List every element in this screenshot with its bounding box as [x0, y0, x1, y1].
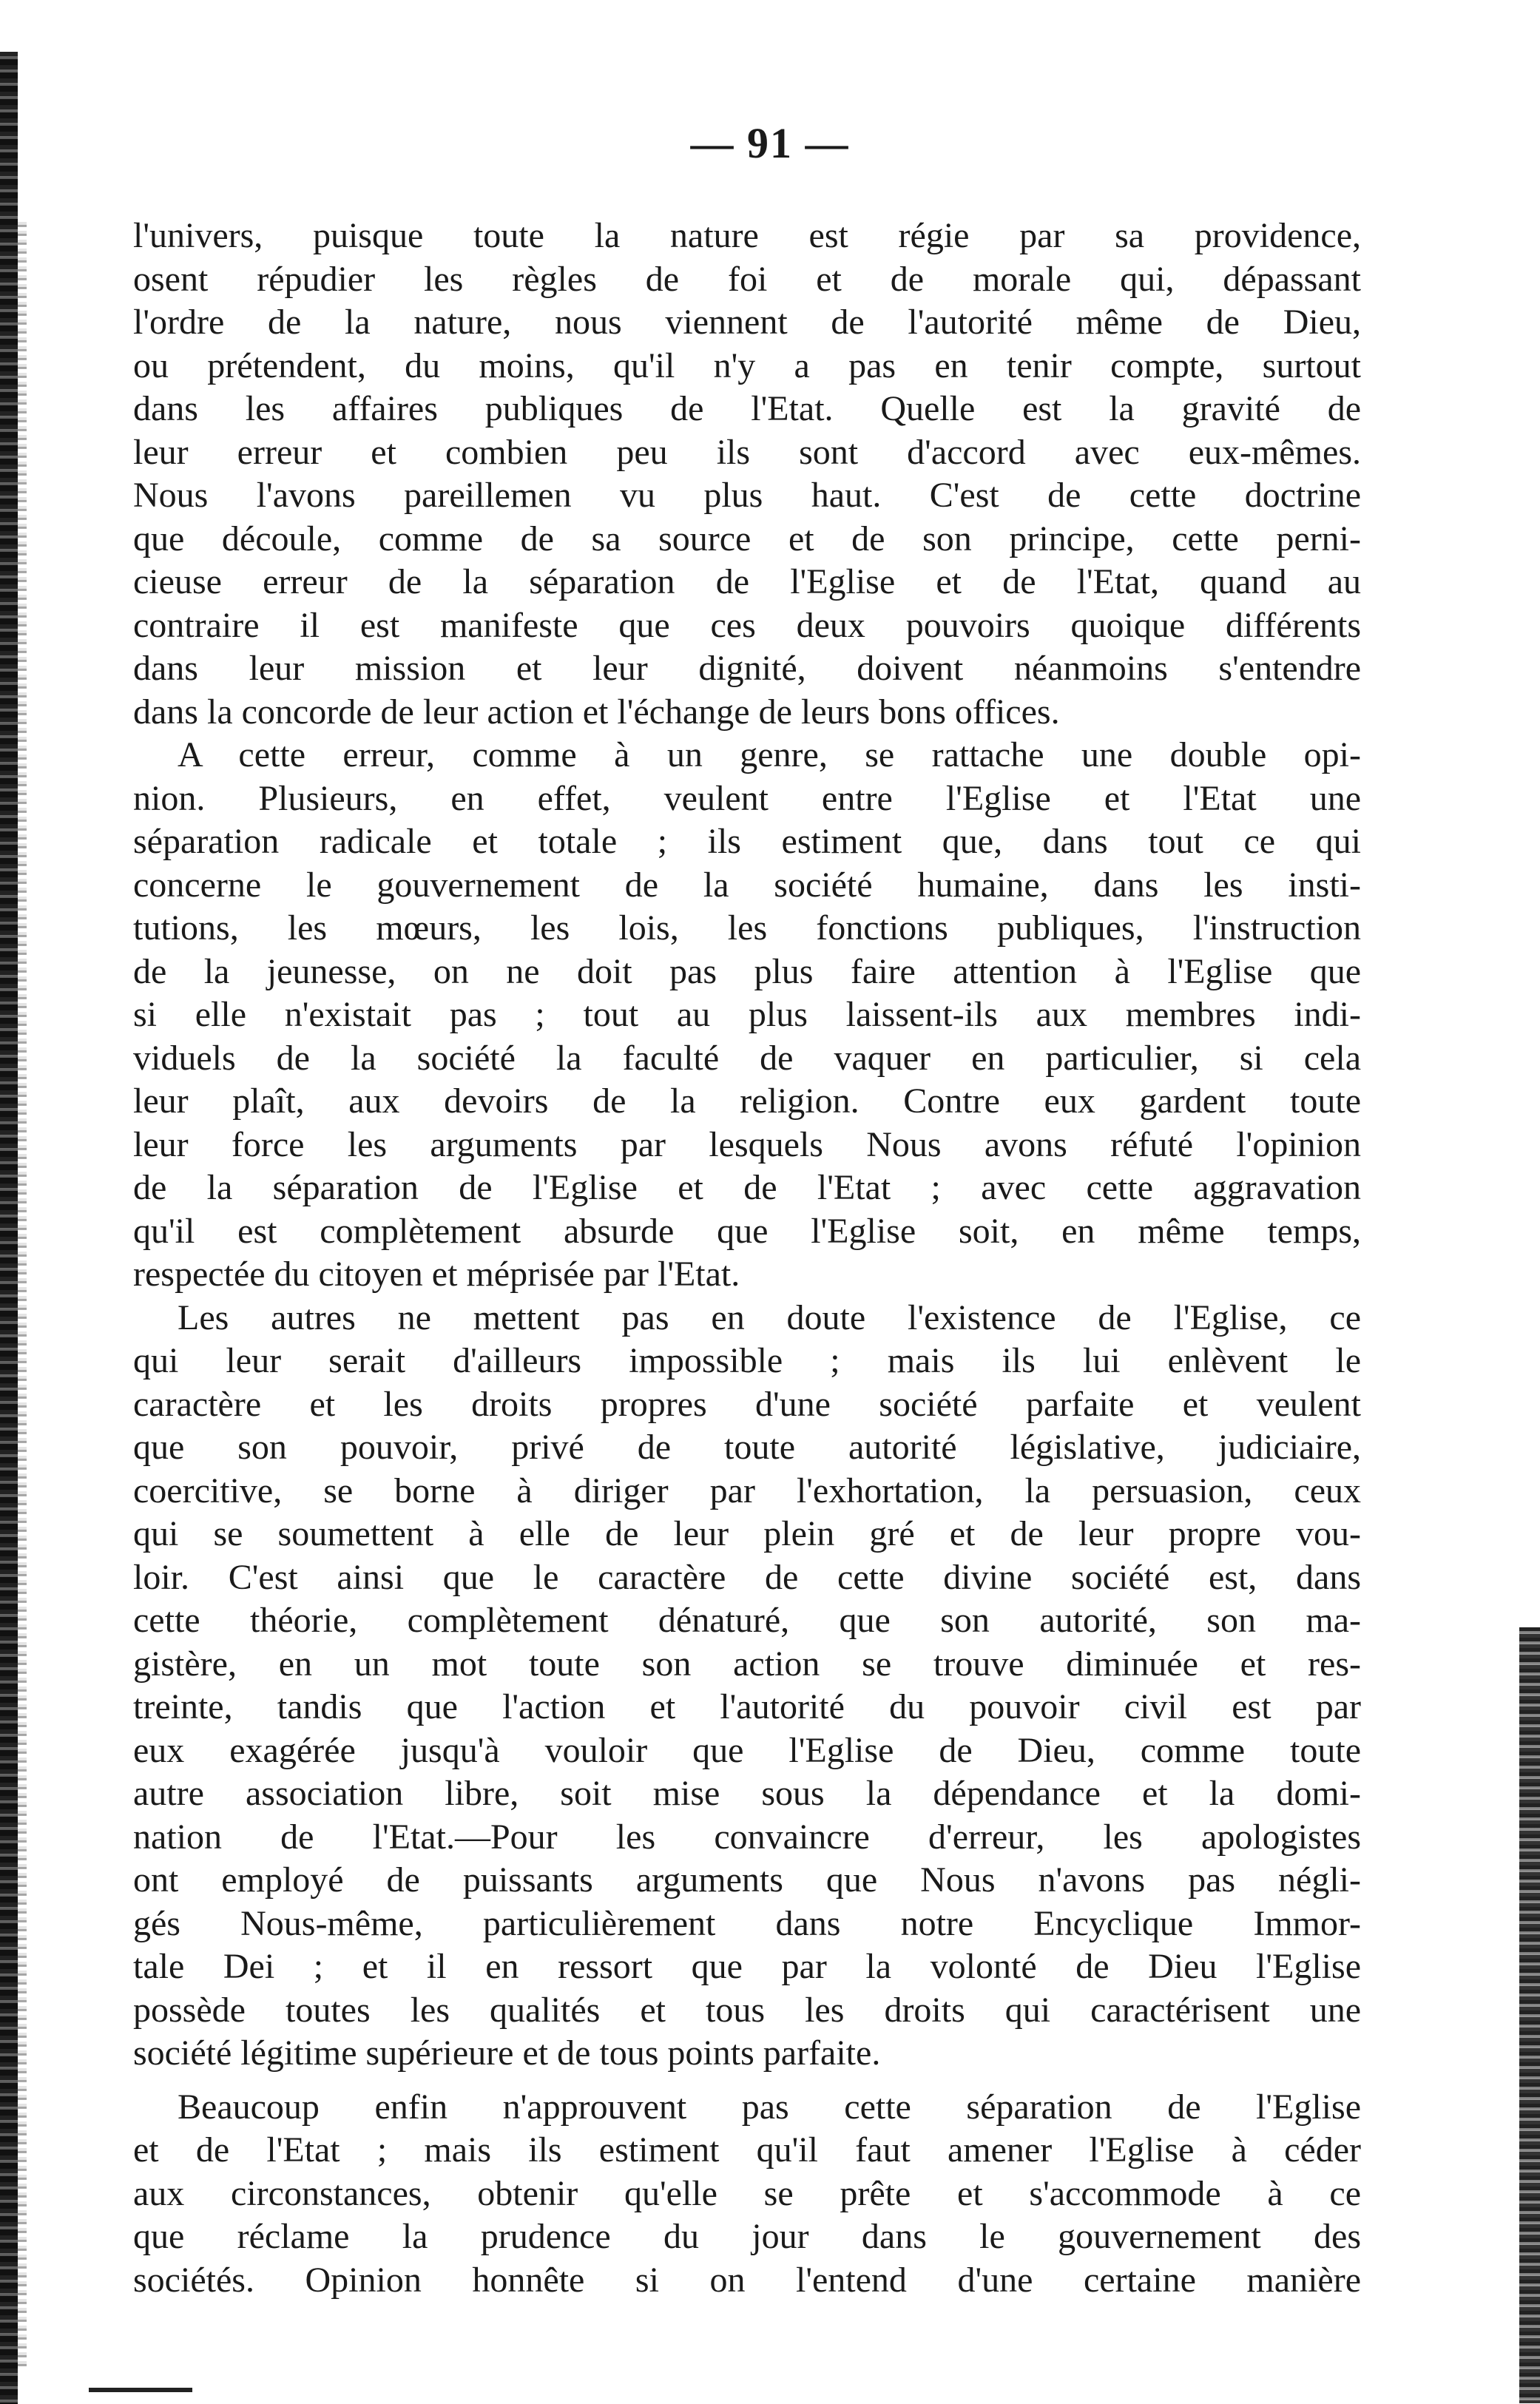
text-line: leur erreur et combien peu ils sont d'accord avec eux-mêmes. — [133, 432, 1361, 472]
paragraph — [133, 1297, 1361, 2076]
binding-edge-left — [18, 222, 27, 2367]
text-line: tutions, les mœurs, les lois, les fonctions publiques, l'instruction — [133, 908, 1361, 948]
text-line: société légitime supérieure et de tous points parfaite. — [133, 2033, 881, 2073]
text-line: osent répudier les règles de foi et de morale qui, dépassant — [133, 259, 1361, 299]
text-line: que découle, comme de sa source et de son principe, cette perni- — [133, 519, 1361, 558]
text-line: séparation radicale et totale ; ils estiment que, dans tout ce qui — [133, 822, 1361, 861]
text-line: coercitive, se borne à diriger par l'exhortation, la persuasion, ceux — [133, 1471, 1361, 1510]
text-line: A cette erreur, comme à un genre, se rattache une double opi- — [178, 735, 1361, 774]
text-line: loir. C'est ainsi que le caractère de cette divine société est, dans — [133, 1557, 1361, 1597]
text-line: Beaucoup enfin n'approuvent pas cette séparation de l'Eglise — [178, 2087, 1361, 2127]
text-line: ont employé de puissants arguments que Nous n'avons pas négli- — [133, 1860, 1361, 1900]
text-line: aux circonstances, obtenir qu'elle se prête et s'accommode à ce — [133, 2173, 1361, 2213]
text-line: Les autres ne mettent pas en doute l'existence de l'Eglise, ce — [178, 1297, 1361, 1337]
text-line: contraire il est manifeste que ces deux pouvoirs quoique différents — [133, 605, 1361, 645]
text-line: de la jeunesse, on ne doit pas plus faire attention à l'Eglise que — [133, 951, 1361, 991]
text-line: tale Dei ; et il en ressort que par la volonté de Dieu l'Eglise — [133, 1947, 1361, 1986]
text-line: Nous l'avons pareillemen vu plus haut. C'est de cette doctrine — [133, 476, 1361, 515]
page-number: — 91 — — [690, 119, 850, 167]
text-line: respectée du citoyen et méprisée par l'Etat. — [133, 1255, 740, 1294]
text-line: qu'il est complètement absurde que l'Eglise soit, en même temps, — [133, 1211, 1361, 1251]
text-line: l'univers, puisque toute la nature est régie par sa providence, — [133, 216, 1361, 255]
text-line: que son pouvoir, privé de toute autorité législative, judiciaire, — [133, 1428, 1361, 1467]
text-line: gistère, en un mot toute son action se trouve diminuée et res- — [133, 1644, 1361, 1684]
text-line: dans la concorde de leur action et l'échange de leurs bons offices. — [133, 692, 1060, 732]
text-line: leur plaît, aux devoirs de la religion. Contre eux gardent toute — [133, 1081, 1361, 1121]
text-line: gés Nous-même, particulièrement dans notre Encyclique Immor- — [133, 1903, 1361, 1943]
text-line: dans leur mission et leur dignité, doivent néanmoins s'entendre — [133, 649, 1361, 688]
paragraph — [133, 2086, 1361, 2303]
body-text — [133, 215, 1361, 2302]
paragraph — [133, 215, 1361, 734]
text-line: eux exagérée jusqu'à vouloir que l'Eglise de Dieu, comme toute — [133, 1730, 1361, 1770]
text-line: leur force les arguments par lesquels Nous avons réfuté l'opinion — [133, 1124, 1361, 1164]
text-line: si elle n'existait pas ; tout au plus laissent-ils aux membres indi- — [133, 995, 1361, 1034]
text-line: nation de l'Etat.—Pour les convaincre d'erreur, les apologistes — [133, 1817, 1361, 1857]
text-line: de la séparation de l'Eglise et de l'Etat ; avec cette aggravation — [133, 1168, 1361, 1207]
text-line: qui se soumettent à elle de leur plein gré et de leur propre vou- — [133, 1514, 1361, 1553]
text-line: concerne le gouvernement de la société humaine, dans les insti- — [133, 865, 1361, 905]
paragraph-gap — [133, 2076, 1361, 2086]
text-line: sociétés. Opinion honnête si on l'entend d'une certaine manière — [133, 2260, 1361, 2300]
text-line: caractère et les droits propres d'une société parfaite et veulent — [133, 1384, 1361, 1424]
text-line: possède toutes les qualités et tous les droits qui caractérisent une — [133, 1990, 1361, 2030]
text-line: nion. Plusieurs, en effet, veulent entre l'Eglise et l'Etat une — [133, 778, 1361, 818]
bottom-rule — [89, 2388, 192, 2392]
text-line: ou prétendent, du moins, qu'il n'y a pas en tenir compte, surtout — [133, 345, 1361, 385]
paragraph — [133, 734, 1361, 1297]
text-line: viduels de la société la faculté de vaquer en particulier, si cela — [133, 1038, 1361, 1078]
text-line: l'ordre de la nature, nous viennent de l'autorité même de Dieu, — [133, 303, 1361, 342]
text-line: que réclame la prudence du jour dans le gouvernement des — [133, 2217, 1361, 2256]
text-line: cette théorie, complètement dénaturé, que son autorité, son ma- — [133, 1601, 1361, 1640]
text-line: qui leur serait d'ailleurs impossible ; mais ils lui enlèvent le — [133, 1341, 1361, 1380]
text-line: treinte, tandis que l'action et l'autorité du pouvoir civil est par — [133, 1687, 1361, 1726]
text-line: autre association libre, soit mise sous la dépendance et la domi- — [133, 1774, 1361, 1813]
binding-shadow-right — [1519, 1627, 1540, 2403]
text-line: et de l'Etat ; mais ils estiment qu'il faut amener l'Eglise à céder — [133, 2130, 1361, 2170]
text-line: cieuse erreur de la séparation de l'Eglise et de l'Etat, quand au — [133, 562, 1361, 601]
binding-shadow-left — [0, 52, 18, 2404]
text-line: dans les affaires publiques de l'Etat. Quelle est la gravité de — [133, 389, 1361, 428]
